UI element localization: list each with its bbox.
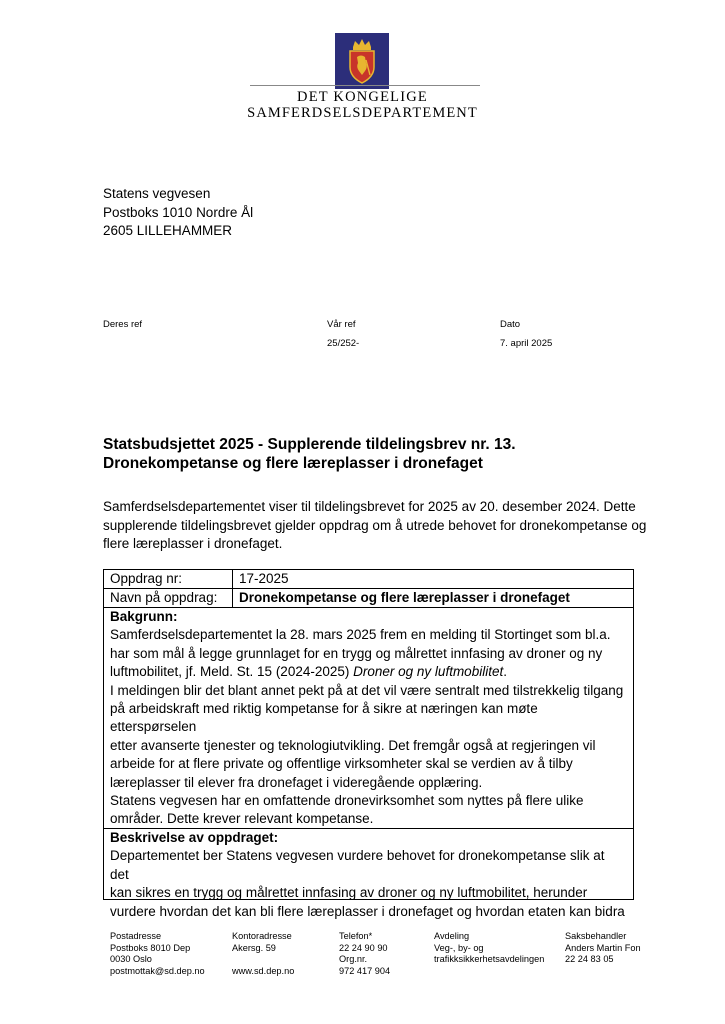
background-line: luftmobilitet, jf. Meld. St. 15 (2024-2025) [110,664,350,680]
description-line: vurdere hvordan det kan bli flere læreplasser i dronefaget og hvordan etaten kan bidra [110,903,625,919]
assignment-number-label: Oppdrag nr: [104,570,233,588]
title-line1: Statsbudsjettet 2025 - Supplerende tildelingsbrev nr. 13. [103,436,516,453]
ministry-name-line2: SAMFERDSELSDEPARTEMENT [247,105,478,121]
date-label: Dato [500,319,521,330]
intro-line: supplerende tildelingsbrevet gjelder oppdrag om å utrede behovet for dronekompetanse og [103,517,647,533]
title-line2: Dronekompetanse og flere læreplasser i dronefaget [103,455,483,472]
background-line: Statens vegvesen har en omfattende dronevirksomhet som nyttes på flere ulike [110,793,584,809]
deres-ref-label: Deres ref [103,319,143,330]
assignment-number-value: 17-2025 [239,571,289,586]
report-title: Droner og ny luftmobilitet [353,664,504,680]
intro-line: Samferdselsdepartementet viser til tildelingsbrevet for 2025 av 20. desember 2024. Dette [103,499,636,514]
description-line: Departementet ber Statens vegvesen vurdere behovet for dronekompetanse slik at det [110,848,605,882]
ministry-logo [240,33,485,123]
assignment-table [103,569,634,919]
var-ref-value: 25/252- [327,338,360,349]
letter-title [103,435,516,473]
table-row [104,570,633,589]
table-row [104,589,633,608]
background-line: på arbeidskraft med riktig kompetanse for å sikre at næringen kan møte etterspørselen [110,701,538,735]
recipient-address [103,185,253,241]
recipient-name: Statens vegvesen [103,186,211,201]
assignment-name-label: Navn på oppdrag: [104,589,233,607]
footer-case-handler: Saksbehandler Anders Martin Fon 22 24 83 05 [565,931,641,965]
intro-paragraph [103,498,653,554]
description-line: kan sikres en trygg og målrettet innfasing av droner og ny luftmobilitet, herunder [110,885,588,901]
footer-postal-address: Postadresse Postboks 8010 Dep 0030 Oslo postmottak@sd.dep.no [110,931,205,976]
footer-website[interactable]: www.sd.dep.no [232,965,295,976]
background-line: Samferdselsdepartementet la 28. mars 2025 frem en melding til Stortinget som bl.a. [110,627,611,643]
background-line: I meldingen blir det blant annet pekt på at det vil være sentralt med tilstrekkelig tilgang [110,682,624,698]
background-line: arbeide for at flere private og offentlige virksomheter skal se verdien av å tilby [110,756,573,772]
footer-department: Avdeling Veg-, by- og trafikksikkerhetsavdelingen [434,931,545,965]
description-section [104,829,633,919]
intro-line: flere læreplasser i dronefaget. [103,536,283,551]
recipient-city: 2605 LILLEHAMMER [103,223,233,238]
footer-office-address: Kontoradresse Akersg. 59 www.sd.dep.no [232,931,295,976]
background-line: læreplasser til elever fra dronefaget i videregående opplæring. [110,774,483,790]
date-value: 7. april 2025 [500,338,553,349]
footer-phone: Telefon* 22 24 90 90 Org.nr. 972 417 904 [339,931,391,976]
footer-email[interactable]: postmottak@sd.dep.no [110,965,205,976]
coat-of-arms-icon [335,33,389,89]
assignment-name-value: Dronekompetanse og flere læreplasser i dronefaget [239,590,570,605]
background-line: har som mål å legge grunnlaget for en trygg og målrettet innfasing av droner og ny [110,645,603,661]
background-line: områder. Dette krever relevant kompetanse. [110,811,374,827]
ministry-name-line1: DET KONGELIGE [297,89,428,105]
var-ref-label: Vår ref [327,319,356,330]
background-line: etter avanserte tjenester og teknologiutvikling. Det fremgår også at regjeringen vil [110,737,596,753]
logo-divider [250,85,480,86]
recipient-street: Postboks 1010 Nordre Ål [103,204,254,220]
background-heading: Bakgrunn: [110,609,178,624]
background-section: Bakgrunn: Samferdselsdepartementet la 28. mars 2025 frem en melding til Stortinget som bl.a. har som mål å legge grunnlaget for en trygg og målrettet innfasing av droner og ny luftmobilitet, jf. Meld. St. 15 (2024-2025) Droner og ny luftmobilitet. I meldingen blir det blant annet pekt på at det vil være sentralt med tilstrekkelig tilgang på arbeidskraft med riktig kompetanse for å sikre at næringen kan møte etterspørselen etter avanserte tjenester og teknologiutvikling. Det fremgår også at regjeringen vil arbeide for at flere private og offentlige virksomheter skal se verdien av å tilby læreplasser til elever fra dronefaget i videregående opplæring. Statens vegvesen har en omfattende dronevirksomhet som nyttes på flere ulike områder. Dette krever relevant kompetanse. [104,608,633,829]
description-heading: Beskrivelse av oppdraget: [110,830,279,845]
